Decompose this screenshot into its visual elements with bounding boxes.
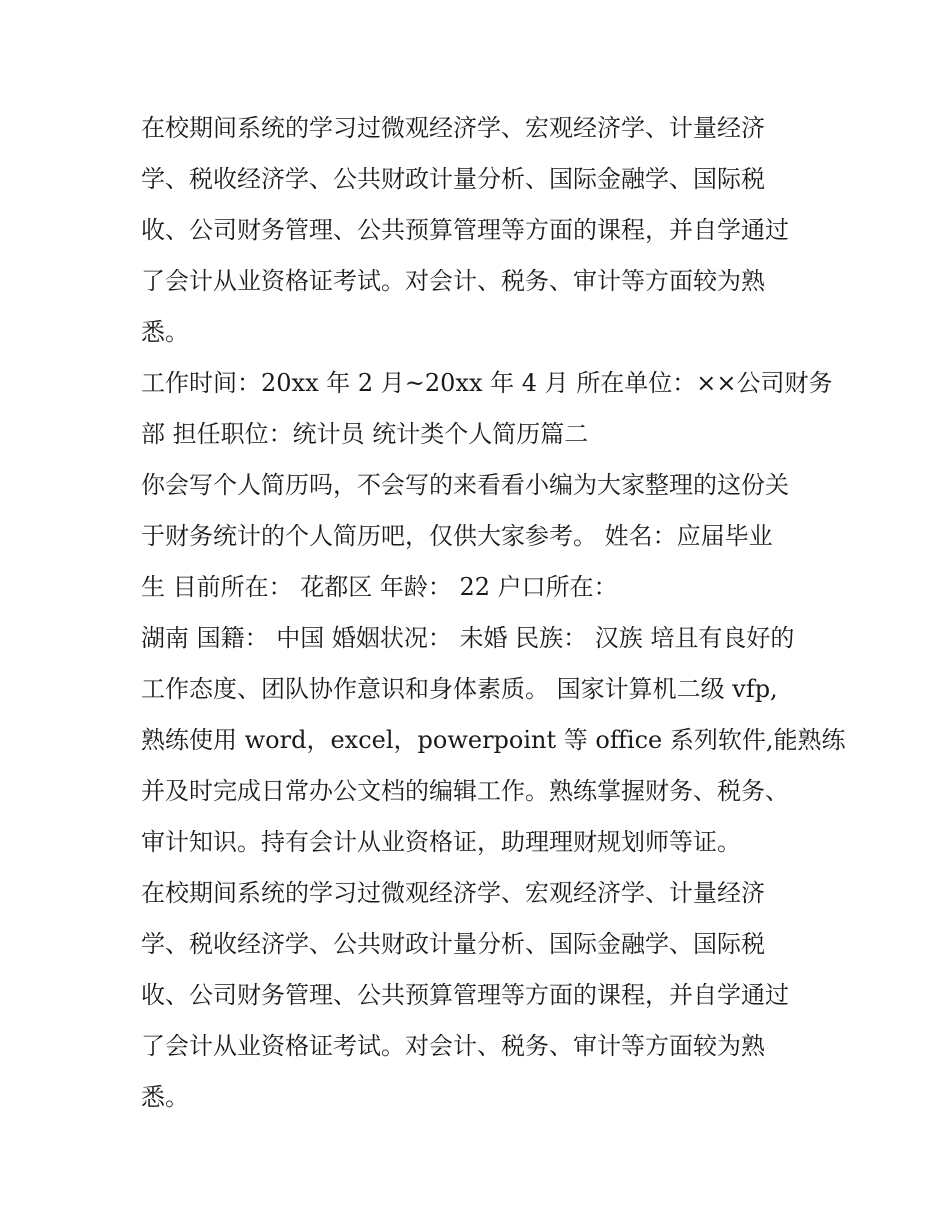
text-line: 了会计从业资格证考试。对会计、税务、审计等方面较为熟 <box>141 267 765 295</box>
text-line: 在校期间系统的学习过微观经济学、宏观经济学、计量经济 <box>141 114 765 142</box>
text-line: 在校期间系统的学习过微观经济学、宏观经济学、计量经济 <box>141 879 765 907</box>
text-line: 了会计从业资格证考试。对会计、税务、审计等方面较为熟 <box>141 1032 765 1060</box>
text-line: 悉。 <box>141 1083 189 1111</box>
text-line: 收、公司财务管理、公共预算管理等方面的课程，并自学通过 <box>141 216 789 244</box>
text-line: 生 目前所在： 花都区 年龄： 22 户口所在： <box>141 573 618 601</box>
text-line: 部 担任职位：统计员 统计类个人简历篇二 <box>141 420 589 448</box>
text-line: 工作态度、团队协作意识和身体素质。 国家计算机二级 vfp, <box>141 675 778 703</box>
text-line: 审计知识。持有会计从业资格证，助理理财规划师等证。 <box>141 828 741 856</box>
text-line: 工作时间：20xx 年 2 月~20xx 年 4 月 所在单位：××公司财务 <box>141 369 833 397</box>
text-line: 悉。 <box>141 318 189 346</box>
document-body <box>141 103 846 1123</box>
text-line: 收、公司财务管理、公共预算管理等方面的课程，并自学通过 <box>141 981 789 1009</box>
text-line: 湖南 国籍： 中国 婚姻状况： 未婚 民族： 汉族 培且有良好的 <box>141 624 795 652</box>
text-line: 你会写个人简历吗，不会写的来看看小编为大家整理的这份关 <box>141 471 789 499</box>
text-line: 于财务统计的个人简历吧，仅供大家参考。 姓名：应届毕业 <box>141 522 773 550</box>
text-line: 学、税收经济学、公共财政计量分析、国际金融学、国际税 <box>141 165 765 193</box>
text-line: 熟练使用 word，excel，powerpoint 等 office 系列软件,能熟练 <box>141 726 846 754</box>
text-line: 学、税收经济学、公共财政计量分析、国际金融学、国际税 <box>141 930 765 958</box>
text-line: 并及时完成日常办公文档的编辑工作。熟练掌握财务、税务、 <box>141 777 789 805</box>
